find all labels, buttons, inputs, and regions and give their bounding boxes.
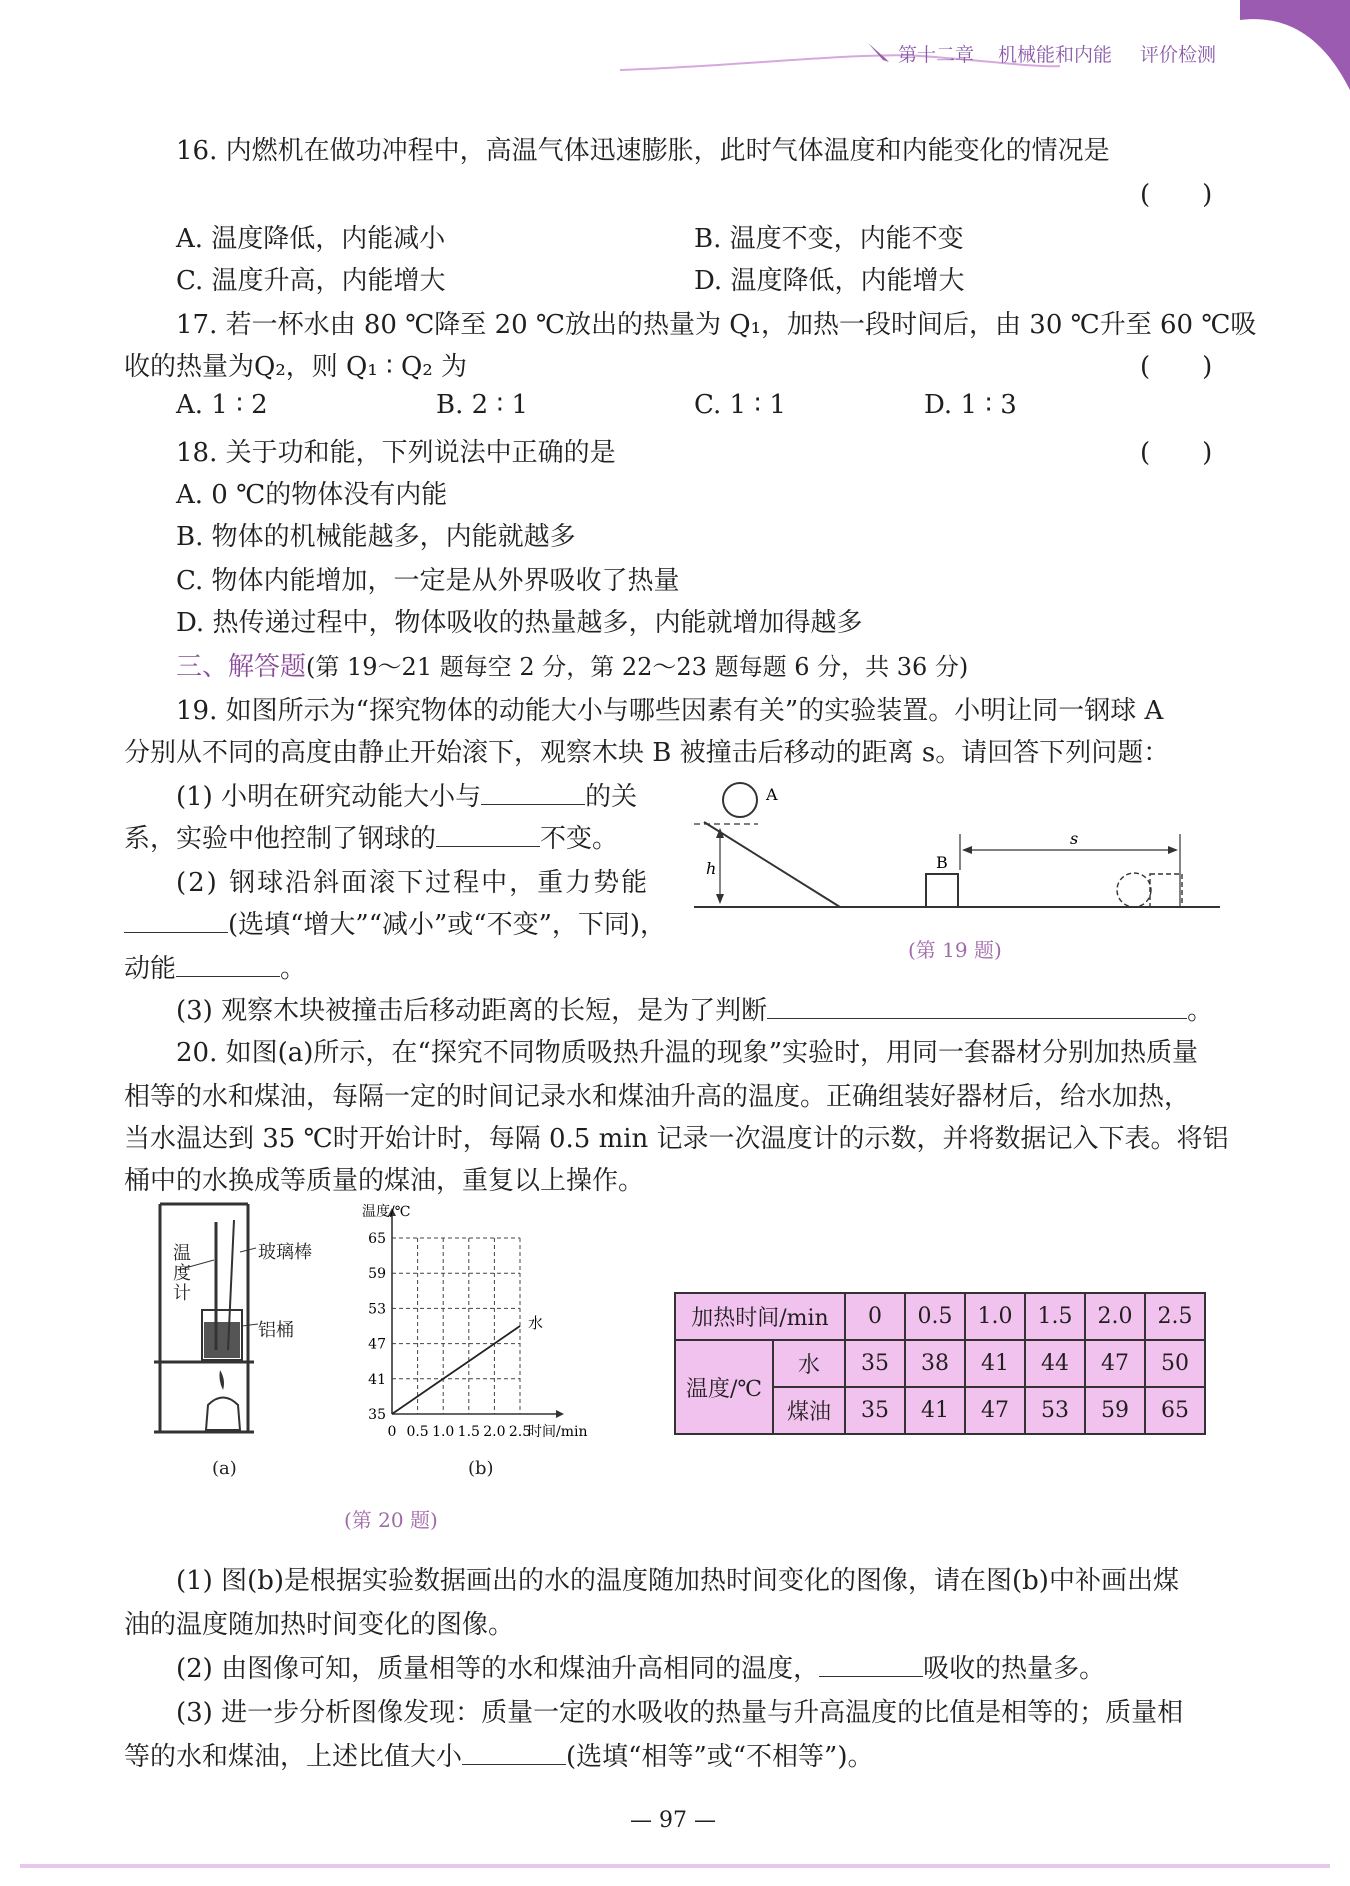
table-kerosene-1: 41 — [905, 1387, 965, 1434]
q20-figure-b-chart — [330, 1202, 650, 1452]
header-corner-swoosh — [1240, 0, 1350, 100]
q17-option-b: B. 2 ∶ 1 — [436, 390, 529, 420]
table-water-5: 50 — [1145, 1340, 1205, 1387]
q19-part2-line3 — [124, 948, 306, 985]
q20-blank-2[interactable] — [462, 1740, 566, 1765]
table-row-time — [675, 1293, 1205, 1340]
q20-label-bucket: 铝桶 — [258, 1320, 294, 1341]
q18-option-d: D. 热传递过程中，物体吸收的热量越多，内能就增加得越多 — [176, 608, 863, 638]
q20-fig-b-label: (b) — [468, 1458, 494, 1479]
q17-answer-paren: ( ) — [1140, 352, 1213, 382]
q16-option-c: C. 温度升高，内能增大 — [176, 266, 446, 296]
series-label-0: 水 — [528, 1314, 544, 1332]
section3-heading — [176, 646, 968, 683]
q19-block-final — [1150, 874, 1182, 907]
table-kerosene-5: 65 — [1145, 1387, 1205, 1434]
q16-answer-paren: ( ) — [1140, 180, 1213, 210]
q19-part1-text-b: 的关 — [585, 782, 638, 812]
q20-stem-line4: 桶中的水换成等质量的煤油，重复以上操作。 — [124, 1166, 645, 1196]
table-time-3: 1.5 — [1025, 1293, 1085, 1340]
q20-stem-line3: 当水温达到 35 ℃时开始计时，每隔 0.5 min 记录一次温度计的示数，并将数据记入下表。将铝 — [124, 1124, 1229, 1154]
q18-option-a: A. 0 ℃的物体没有内能 — [176, 480, 448, 510]
q20-caption: (第 20 题) — [344, 1508, 438, 1532]
q19-blank-2[interactable] — [436, 822, 540, 847]
q20-part2-text-b: 吸收的热量多。 — [923, 1654, 1106, 1684]
q19-blank-3[interactable] — [124, 908, 228, 933]
x-axis-label: 时间/min — [528, 1424, 588, 1440]
table-kerosene-2: 47 — [965, 1387, 1025, 1434]
q20-leader-bucket — [242, 1324, 258, 1326]
q19-slope — [704, 822, 840, 907]
table-temp-label: 温度/℃ — [675, 1340, 773, 1434]
q19-dist-arrow-left — [962, 846, 972, 854]
q19-part1-text-d: 不变。 — [540, 824, 619, 854]
table-kerosene-4: 59 — [1085, 1387, 1145, 1434]
q20-stem-line1: 20. 如图(a)所示，在“探究不同物质吸热升温的现象”实验时，用同一套器材分别加热质量 — [176, 1038, 1198, 1068]
table-kerosene-0: 35 — [845, 1387, 905, 1434]
series-line-0 — [392, 1326, 520, 1414]
q19-caption: (第 19 题) — [908, 938, 1002, 962]
x-axis-arrow — [556, 1410, 564, 1418]
table-water-0: 35 — [845, 1340, 905, 1387]
x-tick-label-5: 2.5 — [508, 1424, 532, 1440]
q18-option-c: C. 物体内能增加，一定是从外界吸收了热量 — [176, 566, 680, 596]
q17-option-c: C. 1 ∶ 1 — [694, 390, 786, 420]
q19-part1-line1 — [176, 776, 637, 813]
q19-label-h: h — [706, 859, 717, 878]
table-water-1: 38 — [905, 1340, 965, 1387]
q19-part1-line2 — [124, 818, 618, 855]
q20-label-glass-rod: 玻璃棒 — [258, 1242, 312, 1263]
pencil-icon — [865, 40, 893, 64]
q16-stem: 16. 内燃机在做功冲程中，高温气体迅速膨胀，此时气体温度和内能变化的情况是 — [176, 136, 1110, 166]
table-time-4: 2.0 — [1085, 1293, 1145, 1340]
q20-part3-line1: (3) 进一步分析图像发现：质量一定的水吸收的热量与升高温度的比值是相等的；质量相 — [176, 1698, 1184, 1728]
q20-part3-text-b: (选填“相等”或“不相等”)。 — [566, 1742, 874, 1772]
x-tick-label-3: 1.5 — [457, 1424, 480, 1440]
q20-data-table — [674, 1292, 1206, 1435]
x-tick-label-1: 0.5 — [406, 1424, 429, 1440]
table-water-label: 水 — [773, 1340, 845, 1387]
table-kerosene-label: 煤油 — [773, 1387, 845, 1434]
q20-fig-a-label: (a) — [212, 1458, 237, 1479]
q17-option-d: D. 1 ∶ 3 — [924, 390, 1017, 420]
q19-part3 — [176, 990, 1213, 1027]
q20-bucket-water — [204, 1322, 240, 1358]
q18-stem: 18. 关于功和能，下列说法中正确的是 — [176, 438, 616, 468]
q19-part2-line1: (2) 钢球沿斜面滚下过程中，重力势能 — [176, 868, 650, 898]
q17-stem-line2: 收的热量为Q₂，则 Q₁ ∶ Q₂ 为 — [124, 352, 468, 382]
section3-note: (第 19～21 题每空 2 分，第 22～23 题每题 6 分，共 36 分) — [306, 653, 969, 681]
q20-stem-line2: 相等的水和煤油，每隔一定的时间记录水和煤油升高的温度。正确组装好器材后，给水加热， — [124, 1082, 1191, 1112]
q16-option-b: B. 温度不变，内能不变 — [694, 224, 964, 254]
q19-label-b: B — [936, 853, 948, 872]
table-time-2: 1.0 — [965, 1293, 1025, 1340]
q20-blank-1[interactable] — [819, 1652, 923, 1677]
y-axis-label: 温度/℃ — [362, 1204, 411, 1220]
q19-height-arrow-down — [716, 894, 724, 904]
section3-title: 三、解答题 — [176, 652, 307, 682]
q19-part3-text-b: 。 — [1187, 996, 1214, 1026]
q17-option-a: A. 1 ∶ 2 — [176, 390, 268, 420]
x-tick-label-2: 1.0 — [432, 1424, 455, 1440]
q19-ball-final — [1117, 873, 1151, 907]
x-tick-label-0: 0 — [387, 1424, 397, 1440]
q19-part2-text-c: 动能 — [124, 954, 177, 984]
q19-ball-a — [723, 783, 757, 817]
q19-stem-line2: 分别从不同的高度由静止开始滚下，观察木块 B 被撞击后移动的距离 s。请回答下列问题： — [124, 738, 1170, 768]
y-tick-label-0: 35 — [368, 1407, 386, 1423]
bottom-band — [20, 1864, 1330, 1868]
table-kerosene-3: 53 — [1025, 1387, 1085, 1434]
table-water-2: 41 — [965, 1340, 1025, 1387]
q20-part1-line1: (1) 图(b)是根据实验数据画出的水的温度随加热时间变化的图像，请在图(b)中补画出煤 — [176, 1566, 1179, 1596]
table-header-time: 加热时间/min — [675, 1293, 845, 1340]
q16-option-a: A. 温度降低，内能减小 — [176, 224, 446, 254]
q19-label-s: s — [1070, 829, 1079, 848]
page-number: — 97 — — [630, 1808, 716, 1833]
q19-blank-1[interactable] — [481, 780, 585, 805]
q20-part2 — [176, 1648, 1105, 1685]
header-chapter: 第十二章 — [898, 44, 975, 66]
y-tick-label-1: 41 — [368, 1371, 386, 1388]
q20-lamp — [206, 1398, 240, 1431]
table-row-water — [675, 1340, 1205, 1387]
header-title: 机械能和内能 — [998, 44, 1113, 66]
q19-dist-arrow-right — [1168, 846, 1178, 854]
q17-stem-line1: 17. 若一杯水由 80 ℃降至 20 ℃放出的热量为 Q₁，加热一段时间后，由 30 ℃升至 60 ℃吸 — [176, 310, 1257, 340]
table-water-4: 47 — [1085, 1340, 1145, 1387]
q19-part1-text-c: 系，实验中他控制了钢球的 — [124, 824, 437, 854]
q16-option-d: D. 温度降低，内能增大 — [694, 266, 965, 296]
y-tick-label-5: 65 — [368, 1231, 386, 1247]
table-time-5: 2.5 — [1145, 1293, 1205, 1340]
q19-part2-line2 — [124, 904, 666, 941]
q20-part3-line2 — [124, 1736, 873, 1773]
table-time-1: 0.5 — [905, 1293, 965, 1340]
q20-flame — [219, 1370, 224, 1390]
q19-blank-5[interactable] — [767, 994, 1187, 1019]
q20-part1-line2: 油的温度随加热时间变化的图像。 — [124, 1610, 515, 1640]
q19-label-a: A — [766, 785, 778, 804]
q19-block-b — [926, 874, 958, 907]
header-section: 评价检测 — [1140, 44, 1217, 66]
x-tick-label-4: 2.0 — [483, 1424, 506, 1440]
q19-figure — [690, 778, 1230, 928]
y-tick-label-4: 59 — [368, 1266, 386, 1283]
q18-answer-paren: ( ) — [1140, 438, 1213, 468]
q19-part3-text-a: (3) 观察木块被撞击后移动距离的长短，是为了判断 — [176, 996, 768, 1026]
q18-option-b: B. 物体的机械能越多，内能就越多 — [176, 522, 576, 552]
q19-part2-text-d: 。 — [280, 954, 307, 984]
q19-part2-text-b: (选填“增大”“减小”或“不变”，下同)， — [228, 910, 667, 940]
table-time-0: 0 — [845, 1293, 905, 1340]
y-tick-label-3: 53 — [368, 1301, 386, 1318]
y-tick-label-2: 47 — [368, 1336, 386, 1353]
q20-label-thermometer: 温度计 — [173, 1243, 191, 1304]
q19-part1-text-a: (1) 小明在研究动能大小与 — [176, 782, 482, 812]
q20-part2-text-a: (2) 由图像可知，质量相等的水和煤油升高相同的温度， — [176, 1654, 820, 1684]
q19-blank-4[interactable] — [176, 952, 280, 977]
q19-stem-line1: 19. 如图所示为“探究物体的动能大小与哪些因素有关”的实验装置。小明让同一钢球 A — [176, 696, 1164, 726]
table-water-3: 44 — [1025, 1340, 1085, 1387]
q20-part3-text-a: 等的水和煤油，上述比值大小 — [124, 1742, 463, 1772]
